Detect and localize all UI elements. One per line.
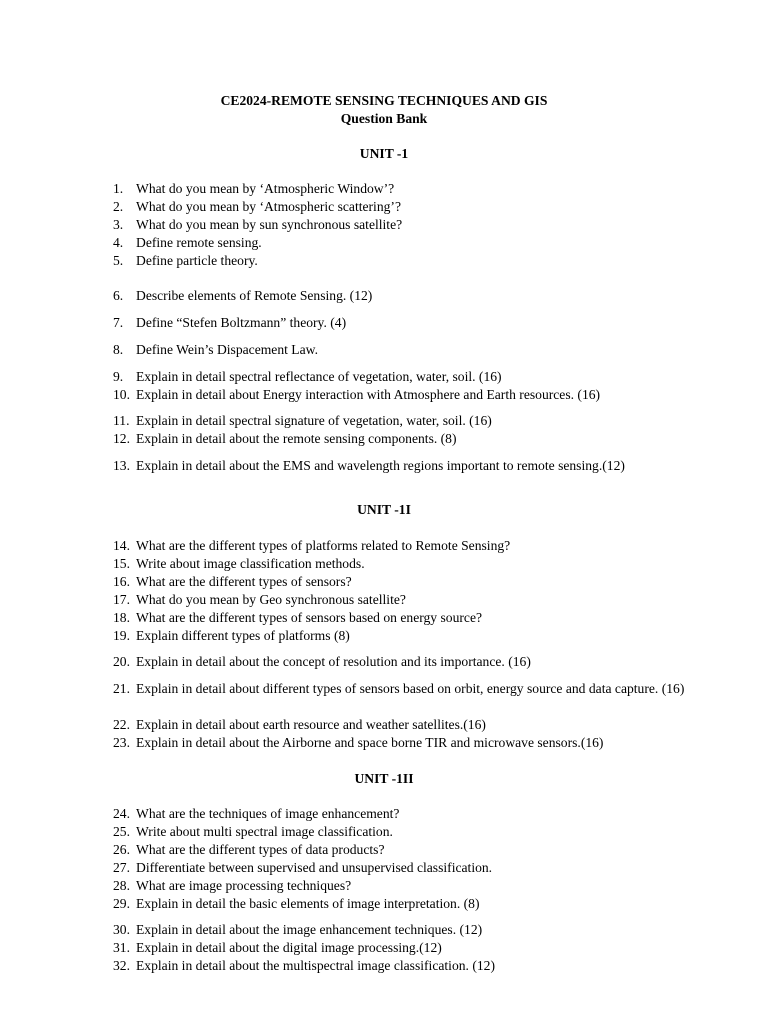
question-text: Explain in detail about the remote sensing components. (8): [136, 431, 457, 446]
question-text: Explain in detail about the digital image processing.(12): [136, 940, 442, 955]
question-text: What do you mean by ‘Atmospheric scattering’?: [136, 199, 401, 214]
question-number: 6.: [113, 288, 124, 303]
question-item: [113, 430, 738, 448]
question-item: [113, 841, 738, 859]
question-text: What do you mean by Geo synchronous satellite?: [136, 592, 406, 607]
question-number: 25.: [113, 824, 130, 839]
question-item: [113, 234, 738, 252]
question-item: [113, 341, 738, 359]
question-number: 17.: [113, 592, 130, 607]
question-item: [113, 680, 738, 698]
question-number: 1.: [113, 181, 124, 196]
question-number: 32.: [113, 958, 130, 973]
question-item: [113, 180, 738, 198]
question-text: What are image processing techniques?: [136, 878, 352, 893]
question-item: [113, 716, 738, 734]
question-item: [113, 252, 738, 270]
question-item: [113, 591, 738, 609]
question-number: 16.: [113, 574, 130, 589]
question-text: Explain in detail about Energy interaction with Atmosphere and Earth resources. (16): [136, 387, 601, 402]
question-number: 31.: [113, 940, 130, 955]
question-number: 21.: [113, 681, 130, 696]
question-text: Define particle theory.: [136, 253, 258, 268]
question-text: What do you mean by sun synchronous satellite?: [136, 217, 403, 232]
question-text: Write about multi spectral image classification.: [136, 824, 393, 839]
question-item: [113, 537, 738, 555]
question-item: [113, 627, 738, 645]
question-number: 18.: [113, 610, 130, 625]
unit-1-heading: UNIT -1: [359, 146, 409, 161]
question-text: Explain in detail about the concept of resolution and its importance. (16): [136, 654, 531, 669]
question-item: [113, 734, 738, 752]
question-number: 5.: [113, 253, 124, 268]
question-text: Explain different types of platforms (8): [136, 628, 350, 643]
question-text: Explain in detail about the Airborne and space borne TIR and microwave sensors.(16): [136, 735, 604, 750]
document-subtitle: Question Bank: [340, 111, 428, 126]
question-text: Explain in detail about the multispectral image classification. (12): [136, 958, 495, 973]
question-number: 2.: [113, 199, 124, 214]
question-number: 7.: [113, 315, 124, 330]
question-number: 27.: [113, 860, 130, 875]
question-text: Differentiate between supervised and unsupervised classification.: [136, 860, 493, 875]
question-item: [113, 877, 738, 895]
unit-3-heading: UNIT -1II: [354, 771, 414, 786]
question-number: 29.: [113, 896, 130, 911]
question-number: 30.: [113, 922, 130, 937]
question-text: Explain in detail spectral reflectance of vegetation, water, soil. (16): [136, 369, 502, 384]
question-text: Explain in detail about earth resource and weather satellites.(16): [136, 717, 486, 732]
question-number: 12.: [113, 431, 130, 446]
question-number: 24.: [113, 806, 130, 821]
question-number: 4.: [113, 235, 124, 250]
question-text: Explain in detail about different types of sensors based on orbit, energy source and data capture. (16): [136, 681, 685, 696]
question-item: [113, 457, 738, 475]
question-item: [113, 573, 738, 591]
question-number: 20.: [113, 654, 130, 669]
question-item: [113, 823, 738, 841]
question-item: [113, 653, 738, 671]
question-item: [113, 609, 738, 627]
question-number: 28.: [113, 878, 130, 893]
question-text: What are the different types of data products?: [136, 842, 385, 857]
question-item: [113, 216, 738, 234]
question-text: Explain in detail spectral signature of vegetation, water, soil. (16): [136, 413, 492, 428]
question-item: [113, 314, 738, 332]
question-item: [113, 368, 738, 386]
question-text: Define Wein’s Dispacement Law.: [136, 342, 318, 357]
question-number: 26.: [113, 842, 130, 857]
question-text: Describe elements of Remote Sensing. (12): [136, 288, 373, 303]
question-number: 8.: [113, 342, 124, 357]
question-number: 19.: [113, 628, 130, 643]
question-item: [113, 386, 738, 404]
question-text: Write about image classification methods.: [136, 556, 365, 571]
question-item: [113, 859, 738, 877]
question-number: 13.: [113, 458, 130, 473]
question-text: What are the different types of sensors based on energy source?: [136, 610, 483, 625]
question-number: 3.: [113, 217, 124, 232]
question-text: Define “Stefen Boltzmann” theory. (4): [136, 315, 347, 330]
question-text: Explain in detail about the EMS and wavelength regions important to remote sensing.(12): [136, 458, 625, 473]
question-item: [113, 805, 738, 823]
question-number: 10.: [113, 387, 130, 402]
question-text: Explain in detail about the image enhancement techniques. (12): [136, 922, 483, 937]
question-item: [113, 895, 738, 913]
question-number: 22.: [113, 717, 130, 732]
question-item: [113, 412, 738, 430]
question-item: [113, 921, 738, 939]
question-text: What are the techniques of image enhancement?: [136, 806, 400, 821]
question-number: 9.: [113, 369, 124, 384]
question-number: 15.: [113, 556, 130, 571]
question-item: [113, 555, 738, 573]
question-text: What are the different types of platforms related to Remote Sensing?: [136, 538, 511, 553]
question-text: What are the different types of sensors?: [136, 574, 352, 589]
unit-2-heading: UNIT -1I: [357, 502, 411, 517]
question-item: [113, 939, 738, 957]
question-number: 23.: [113, 735, 130, 750]
question-number: 11.: [113, 413, 130, 428]
question-text: Explain in detail the basic elements of image interpretation. (8): [136, 896, 480, 911]
question-item: [113, 287, 738, 305]
question-item: [113, 957, 738, 975]
question-number: 14.: [113, 538, 130, 553]
question-text: Define remote sensing.: [136, 235, 262, 250]
question-text: What do you mean by ‘Atmospheric Window’?: [136, 181, 395, 196]
document-title: CE2024-REMOTE SENSING TECHNIQUES AND GIS: [220, 93, 548, 108]
question-item: [113, 198, 738, 216]
